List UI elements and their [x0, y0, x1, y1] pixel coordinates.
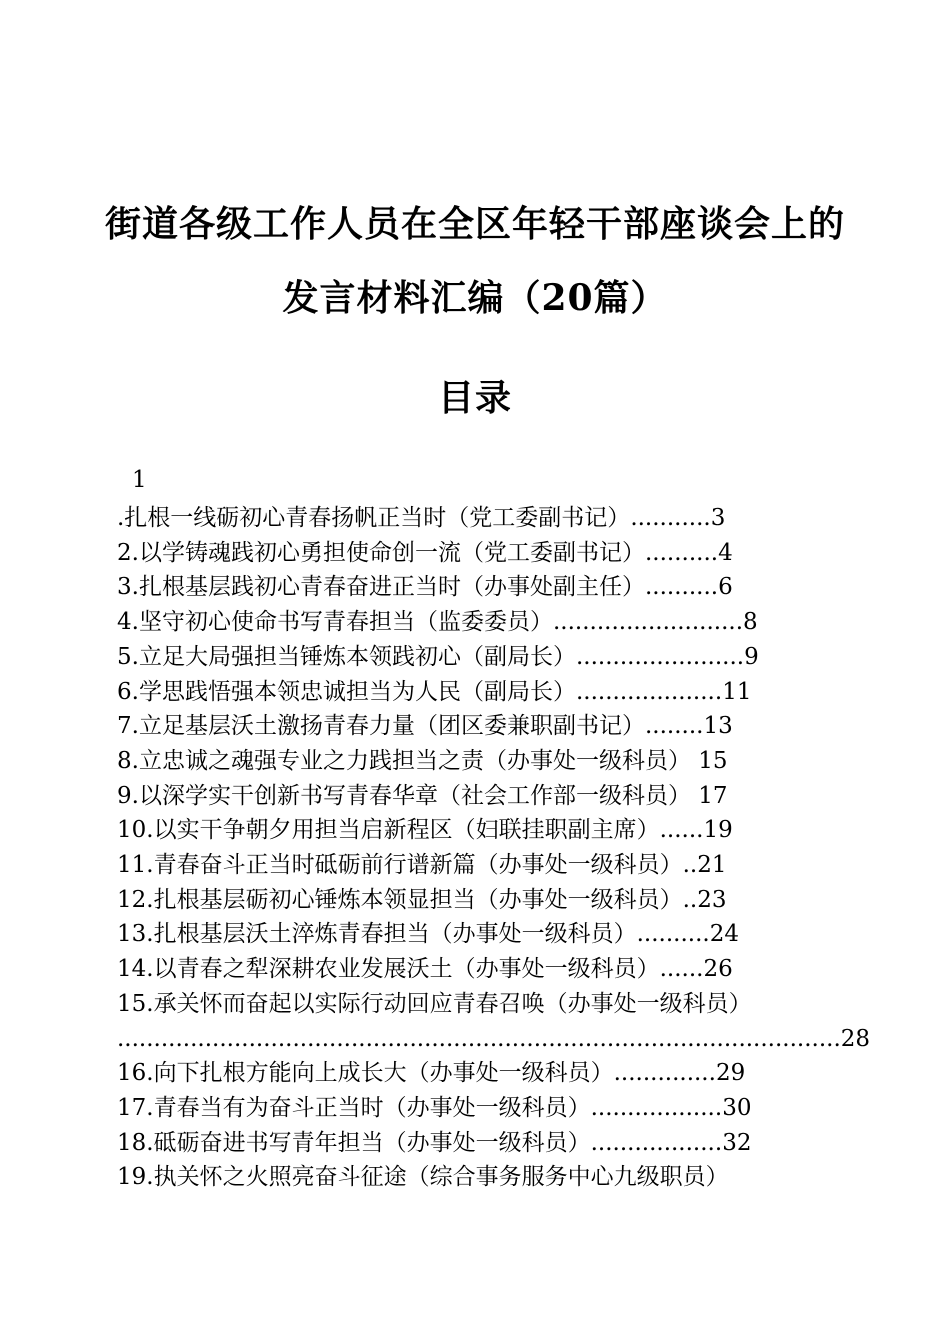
toc-entry-leader-dots: ..............: [613, 1060, 716, 1087]
toc-entry-title: 2.以学铸魂践初心勇担使命创一流（党工委副书记）: [117, 539, 645, 566]
toc-entry-title: 8.立忠诚之魂强专业之力践担当之责（办事处一级科员）: [117, 747, 691, 774]
toc-entry[interactable]: [117, 571, 812, 603]
toc-entry-page-number: 26: [703, 956, 733, 983]
toc-entry-title: 19.执关怀之火照亮奋斗征途（综合事务服务中心九级职员）: [117, 1164, 729, 1191]
toc-heading: 目录: [437, 377, 512, 419]
toc-entry-title: 7.立足基层沃土激扬青春力量（团区委兼职副书记）: [117, 713, 645, 740]
toc-entry-leader-dots: ...................................................................................................: [117, 1025, 841, 1052]
toc-entry-leader-dots: .......................: [575, 643, 745, 670]
toc-entry[interactable]: [117, 710, 812, 742]
toc-entry[interactable]: [117, 1057, 812, 1089]
toc-entry[interactable]: [117, 1127, 812, 1159]
toc-entry[interactable]: [117, 814, 812, 846]
document-title-line1: 街道各级工作人员在全区年轻干部座谈会上的: [104, 203, 845, 245]
toc-entry-page-number: 4: [718, 539, 733, 566]
toc-entry[interactable]: [117, 606, 812, 638]
toc-entry1-number: 1: [132, 467, 147, 493]
toc-entry-leader-dots: ..................: [590, 1129, 723, 1156]
toc-entry-page-number: 21: [697, 852, 727, 878]
toc-entry-title: .扎根一线砺初心青春扬帆正当时（党工委副书记）: [117, 505, 631, 531]
toc-entry[interactable]: [117, 537, 812, 569]
toc-entry-title: 12.扎根基层砺初心锤炼本领显担当（办事处一级科员）: [117, 886, 683, 913]
toc-entry-page-number: 23: [697, 886, 727, 913]
toc-entry-page-number: 13: [703, 713, 733, 740]
toc-entry[interactable]: [117, 849, 812, 881]
toc-entry-leader-dots: ..: [682, 852, 698, 878]
toc-entry-page-number: 15: [690, 747, 728, 774]
toc-entry-title: 14.以青春之犁深耕农业发展沃土（办事处一级科员）: [117, 956, 660, 983]
toc-entry[interactable]: [117, 502, 812, 534]
toc-entry[interactable]: [117, 884, 812, 916]
toc-entry[interactable]: [117, 918, 812, 950]
toc-entry-leader-dots: ..........: [644, 574, 719, 601]
toc-entry-leader-dots: ..........: [636, 921, 710, 948]
toc-entry-title: 16.向下扎根方能向上成长大（办事处一级科员）: [117, 1060, 614, 1087]
toc-entry-page-number: 32: [722, 1129, 752, 1156]
toc-entry[interactable]: [117, 676, 812, 708]
toc-entry[interactable]: [117, 1161, 812, 1193]
toc-entry-page-number: 30: [722, 1094, 752, 1121]
document-title-line2: 发言材料汇编（20篇）: [282, 277, 668, 319]
toc-entry-page-number: 28: [840, 1025, 871, 1052]
toc-entry-title: 3.扎根基层践初心青春奋进正当时（办事处副主任）: [117, 574, 645, 601]
toc-entry[interactable]: [117, 1092, 812, 1124]
toc-entry-leader-dots: ..: [682, 886, 698, 913]
toc-entry[interactable]: [117, 988, 812, 1020]
toc-entry-page-number: 11: [722, 678, 752, 705]
toc-entry-leader-dots: ..........................: [552, 609, 744, 636]
toc-entry-title: 4.坚守初心使命书写青春担当（监委委员）: [117, 609, 553, 636]
toc-entry-title: 13.扎根基层沃土淬炼青春担当（办事处一级科员）: [117, 921, 637, 948]
toc-entry-leader-dots: ......: [659, 817, 704, 844]
toc-entry-page-number: 17: [690, 782, 728, 809]
toc-entry-title: 6.学思践悟强本领忠诚担当为人民（副局长）: [117, 678, 576, 705]
toc-entry-page-number: 6: [718, 574, 733, 601]
toc-entry-title: 15.承关怀而奋起以实际行动回应青春召唤（办事处一级科员）: [117, 990, 752, 1017]
toc-entry-title: 17.青春当有为奋斗正当时（办事处一级科员）: [117, 1094, 591, 1121]
toc-entry-page-number: 29: [715, 1060, 746, 1087]
toc-entry[interactable]: [117, 641, 812, 673]
toc-entry-leader-dots: ....................: [575, 678, 723, 705]
toc-entry-page-number: 9: [744, 643, 759, 670]
toc-entry-title: 18.砥砺奋进书写青年担当（办事处一级科员）: [117, 1129, 591, 1156]
toc-entry[interactable]: [117, 745, 812, 777]
toc-entry-title: 5.立足大局强担当锤炼本领践初心（副局长）: [117, 643, 576, 670]
toc-entry-page-number: 19: [703, 817, 733, 844]
toc-entry[interactable]: [117, 780, 812, 812]
toc-entry[interactable]: [117, 953, 812, 985]
toc-entry-leader-dots: ..........: [644, 539, 719, 566]
toc-entry-leader-dots: ......: [659, 956, 704, 983]
toc-entry-title: 10.以实干争朝夕用担当启新程区（妇联挂职副主席）: [117, 817, 660, 844]
toc-entry-leader-dots: ..................: [590, 1094, 723, 1121]
toc-entry-page-number: 8: [743, 609, 758, 636]
toc-entry-title: 9.以深学实干创新书写青春华章（社会工作部一级科员）: [117, 782, 691, 809]
toc-entry[interactable]: [117, 1023, 871, 1055]
toc-entry-leader-dots: ...........: [630, 505, 711, 531]
toc-entry-page-number: 3: [710, 505, 726, 531]
toc-entry-title: 11.青春奋斗正当时砥砺前行谱新篇（办事处一级科员）: [117, 852, 683, 878]
toc-entry-page-number: 24: [709, 921, 739, 948]
toc-entry-leader-dots: ........: [644, 713, 704, 740]
